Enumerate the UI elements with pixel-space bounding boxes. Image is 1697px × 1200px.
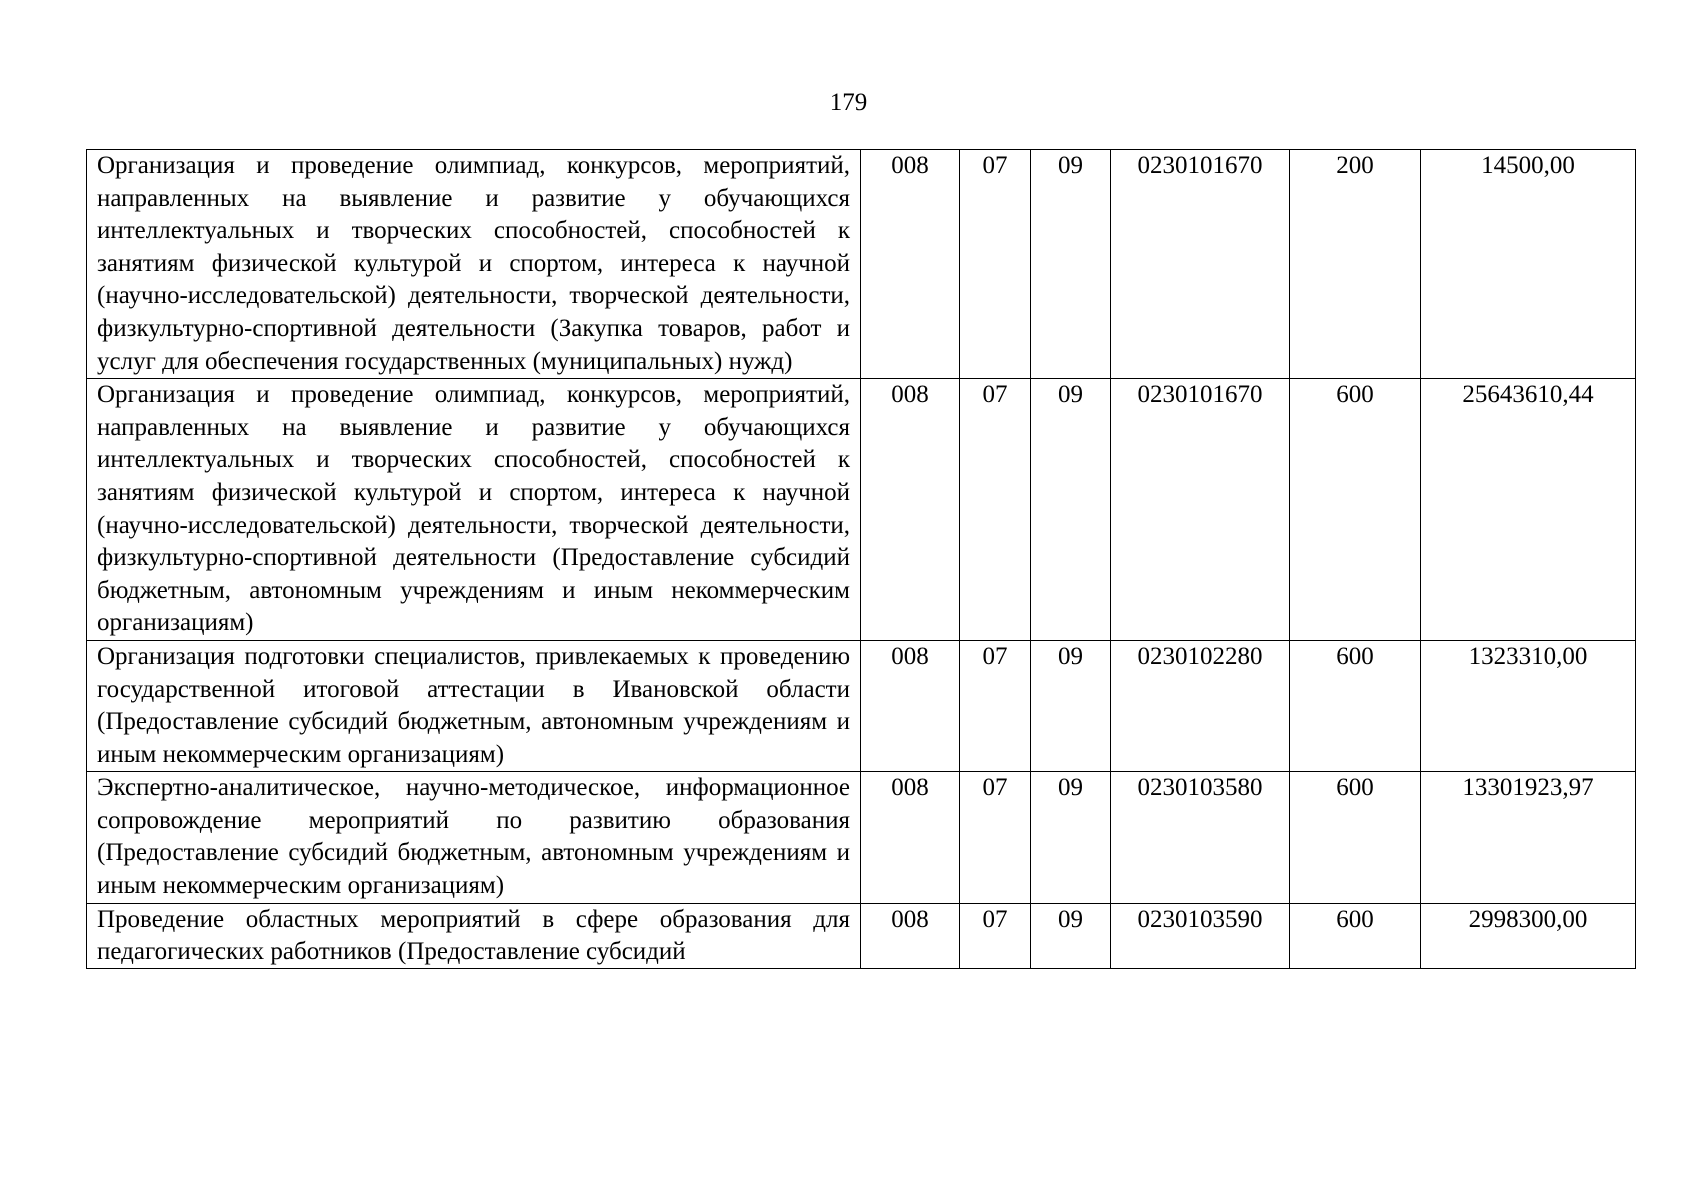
expense-name-cell: Организация и проведение олимпиад, конкурсов, мероприятий, направленных на выявление и развитие у обучающихся интеллектуальных и творческих способностей, способностей к занятиям физической культурой и спортом, интереса к научной (научно-исследовательской) деятельности, творческой деятельности, физкультурно-спортивной деятельности (Предоставление субсидий бюджетным, автономным учреждениям и иным некоммерческим организациям) [87, 379, 861, 641]
subsection-code-cell: 09 [1031, 379, 1111, 641]
expense-name-text: Проведение областных мероприятий в сфере образования для педагогических работников (Предоставление субсидий [97, 905, 850, 966]
target-article-cell: 0230102280 [1111, 640, 1290, 771]
page-number: 179 [829, 89, 868, 116]
ministry-code-cell: 008 [861, 640, 960, 771]
subsection-code-cell: 09 [1031, 640, 1111, 771]
expense-type-cell: 600 [1290, 640, 1421, 771]
section-code-cell: 07 [960, 640, 1031, 771]
table-row [87, 903, 1636, 968]
expense-name-cell-continued [87, 903, 861, 968]
ministry-code-cell: 008 [861, 379, 960, 641]
expense-type-cell: 200 [1290, 150, 1421, 379]
target-article-cell: 0230101670 [1111, 379, 1290, 641]
expense-name-cell: Экспертно-аналитическое, научно-методическое, информационное сопровождение мероприятий по развитию образования (Предоставление субсидий бюджетным, автономным учреждениям и иным некоммерческим организациям) [87, 772, 861, 903]
table-row [87, 640, 1636, 771]
expense-name-cell: Организация подготовки специалистов, привлекаемых к проведению государственной итоговой аттестации в Ивановской области (Предоставление субсидий бюджетным, автономным учреждениям и иным некоммерческим организациям) [87, 640, 861, 771]
section-code-cell: 07 [960, 772, 1031, 903]
amount-cell: 1323310,00 [1421, 640, 1636, 771]
amount-cell: 2998300,00 [1421, 903, 1636, 968]
table-row [87, 150, 1636, 379]
target-article-cell: 0230101670 [1111, 150, 1290, 379]
amount-cell: 25643610,44 [1421, 379, 1636, 641]
subsection-code-cell: 09 [1031, 903, 1111, 968]
table-row [87, 379, 1636, 641]
budget-table [86, 149, 1636, 969]
expense-type-cell: 600 [1290, 379, 1421, 641]
subsection-code-cell: 09 [1031, 150, 1111, 379]
ministry-code-cell: 008 [861, 772, 960, 903]
subsection-code-cell: 09 [1031, 772, 1111, 903]
target-article-cell: 0230103590 [1111, 903, 1290, 968]
amount-cell: 13301923,97 [1421, 772, 1636, 903]
ministry-code-cell: 008 [861, 150, 960, 379]
expense-type-cell: 600 [1290, 772, 1421, 903]
expense-type-cell: 600 [1290, 903, 1421, 968]
target-article-cell: 0230103580 [1111, 772, 1290, 903]
amount-cell: 14500,00 [1421, 150, 1636, 379]
section-code-cell: 07 [960, 150, 1031, 379]
expense-name-cell: Организация и проведение олимпиад, конкурсов, мероприятий, направленных на выявление и развитие у обучающихся интеллектуальных и творческих способностей, способностей к занятиям физической культурой и спортом, интереса к научной (научно-исследовательской) деятельности, творческой деятельности, физкультурно-спортивной деятельности (Закупка товаров, работ и услуг для обеспечения государственных (муниципальных) нужд) [87, 150, 861, 379]
section-code-cell: 07 [960, 903, 1031, 968]
ministry-code-cell: 008 [861, 903, 960, 968]
section-code-cell: 07 [960, 379, 1031, 641]
table-row [87, 772, 1636, 903]
